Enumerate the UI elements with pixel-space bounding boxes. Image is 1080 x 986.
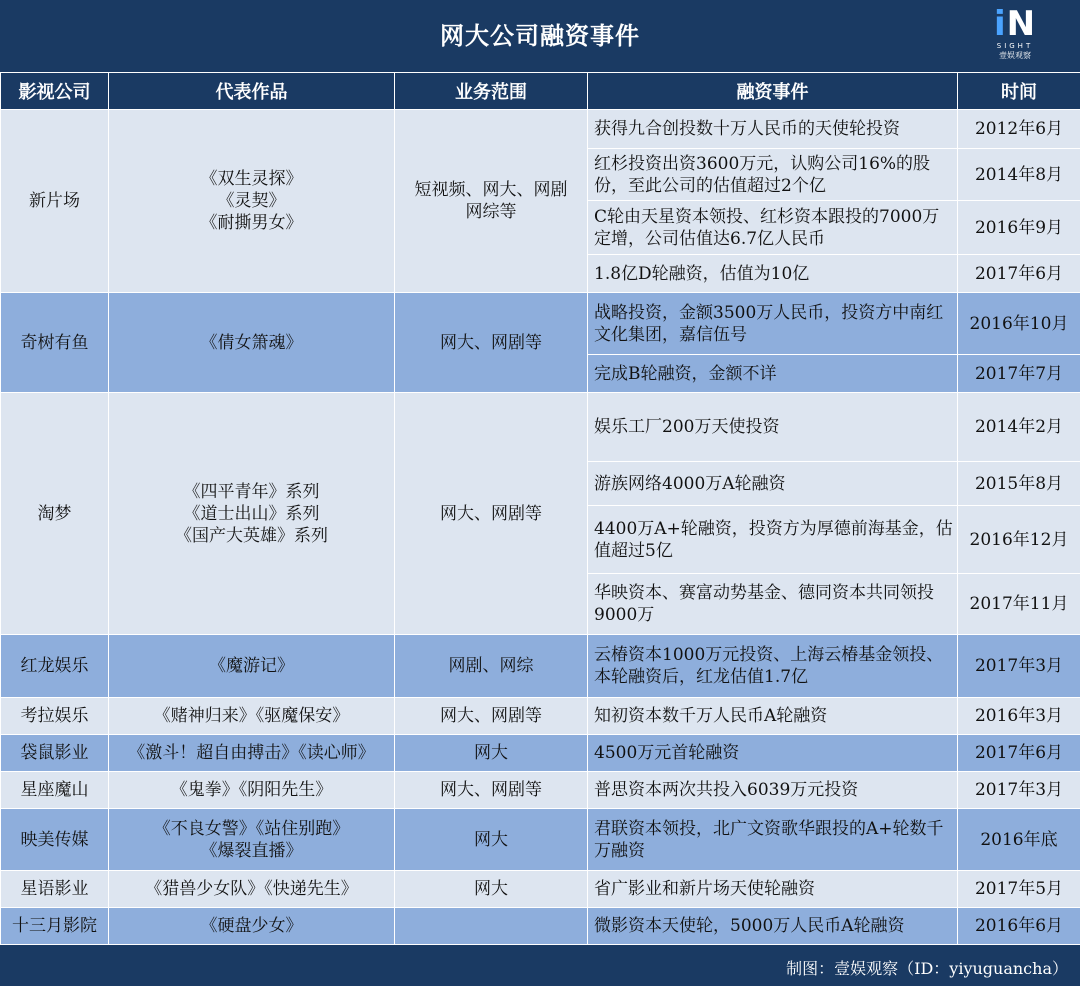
event-date: 2016年6月 bbox=[958, 908, 1080, 945]
table-row bbox=[1, 293, 1080, 355]
company-name: 映美传媒 bbox=[1, 809, 109, 871]
financing-event bbox=[588, 110, 958, 149]
financing-event-line: 获得九合创投数十万人民币的天使轮投资 bbox=[594, 119, 900, 139]
company-scope-line: 网大 bbox=[474, 743, 508, 763]
company-scope-line: 网大、网剧等 bbox=[440, 503, 542, 524]
financing-event-line: 本轮融资后，红龙估值1.7亿 bbox=[594, 667, 809, 687]
company-scope-line: 网大、网剧等 bbox=[440, 706, 542, 726]
company-works bbox=[109, 735, 395, 772]
footer-bar bbox=[0, 952, 1080, 986]
financing-event bbox=[588, 698, 958, 735]
financing-event bbox=[588, 735, 958, 772]
financing-event bbox=[588, 908, 958, 945]
company-scope-line: 网大、网剧等 bbox=[440, 780, 542, 800]
financing-event-line: 华映资本、赛富动势基金、德同资本共同领投 bbox=[594, 583, 934, 603]
event-date: 2017年3月 bbox=[958, 772, 1080, 809]
financing-event bbox=[588, 772, 958, 809]
col-header-event: 融资事件 bbox=[588, 73, 958, 110]
company-works-line: 《灵契》 bbox=[217, 191, 286, 211]
financing-event bbox=[588, 635, 958, 698]
company-works-line: 《不良女警》《站住别跑》 bbox=[153, 818, 350, 839]
company-name: 淘梦 bbox=[1, 393, 109, 635]
financing-event-line: 知初资本数千万人民币A轮融资 bbox=[594, 706, 828, 726]
company-name: 红龙娱乐 bbox=[1, 635, 109, 698]
col-header-works: 代表作品 bbox=[109, 73, 395, 110]
financing-event bbox=[588, 393, 958, 462]
table-row bbox=[1, 393, 1080, 462]
event-date: 2015年8月 bbox=[958, 462, 1080, 506]
company-works-line: 《魔游记》 bbox=[209, 656, 294, 676]
company-works-line: 《爆裂直播》 bbox=[200, 840, 303, 861]
financing-event bbox=[588, 574, 958, 635]
company-scope bbox=[395, 908, 588, 945]
financing-event-line: 君联资本领投，北广文资歌华跟投的A+轮数千 bbox=[594, 818, 944, 839]
company-scope-line: 短视频、网大、网剧 bbox=[414, 180, 568, 200]
company-scope bbox=[395, 809, 588, 871]
financing-event-line: 文化集团，嘉信伍号 bbox=[594, 324, 747, 345]
table-row bbox=[1, 908, 1080, 945]
event-date: 2017年3月 bbox=[958, 635, 1080, 698]
credit-text: 制图：壹娱观察（ID：yiyuguancha） bbox=[786, 959, 1068, 978]
header-row bbox=[1, 73, 1080, 110]
company-name: 考拉娱乐 bbox=[1, 698, 109, 735]
table-row bbox=[1, 809, 1080, 871]
company-works bbox=[109, 772, 395, 809]
company-name: 星语影业 bbox=[1, 871, 109, 908]
event-date: 2017年11月 bbox=[958, 574, 1080, 635]
company-scope-line: 网大、网剧等 bbox=[440, 332, 542, 353]
company-scope-line: 网剧、网综 bbox=[448, 656, 534, 676]
company-works bbox=[109, 293, 395, 393]
financing-event-line: 4400万A+轮融资，投资方为厚德前海基金，估 bbox=[594, 518, 953, 539]
table-row bbox=[1, 635, 1080, 698]
company-name: 新片场 bbox=[1, 110, 109, 293]
event-date: 2017年7月 bbox=[958, 355, 1080, 393]
col-header-scope: 业务范围 bbox=[395, 73, 588, 110]
company-scope bbox=[395, 393, 588, 635]
company-works-line: 《倩女箫魂》 bbox=[200, 332, 303, 353]
event-date: 2014年8月 bbox=[958, 149, 1080, 201]
company-name: 星座魔山 bbox=[1, 772, 109, 809]
company-works bbox=[109, 871, 395, 908]
logo-sub: SIGHT bbox=[996, 42, 1034, 50]
company-scope bbox=[395, 110, 588, 293]
table-row bbox=[1, 871, 1080, 908]
company-works-line: 《双生灵探》 bbox=[200, 169, 303, 189]
company-scope bbox=[395, 871, 588, 908]
col-header-date: 时间 bbox=[958, 73, 1080, 110]
financing-event bbox=[588, 201, 958, 255]
financing-event bbox=[588, 293, 958, 355]
financing-event-line: 微影资本天使轮，5000万人民币A轮融资 bbox=[594, 916, 905, 936]
col-header-company: 影视公司 bbox=[1, 73, 109, 110]
company-works bbox=[109, 809, 395, 871]
event-date: 2017年6月 bbox=[958, 735, 1080, 772]
financing-event bbox=[588, 506, 958, 574]
financing-event bbox=[588, 809, 958, 871]
company-scope-line: 网大 bbox=[474, 879, 508, 899]
company-works-line: 《国产大英雄》系列 bbox=[175, 525, 328, 546]
financing-event bbox=[588, 255, 958, 293]
company-scope-line: 网大 bbox=[474, 829, 508, 850]
company-scope bbox=[395, 698, 588, 735]
table-row bbox=[1, 698, 1080, 735]
financing-event-line: 普思资本两次共投入6039万元投资 bbox=[594, 780, 859, 800]
financing-event bbox=[588, 355, 958, 393]
financing-event-line: 份，至此公司的估值超过2个亿 bbox=[594, 175, 826, 196]
event-date: 2016年12月 bbox=[958, 506, 1080, 574]
company-works-line: 《赌神归来》《驱魔保安》 bbox=[153, 706, 350, 726]
event-date: 2017年5月 bbox=[958, 871, 1080, 908]
page-title: 网大公司融资事件 bbox=[440, 22, 640, 50]
company-scope bbox=[395, 293, 588, 393]
financing-event-line: 娱乐工厂200万天使投资 bbox=[594, 417, 780, 437]
event-date: 2014年2月 bbox=[958, 393, 1080, 462]
company-works-line: 《鬼拳》《阴阳先生》 bbox=[170, 780, 333, 800]
title-bar bbox=[0, 0, 1080, 72]
company-works bbox=[109, 110, 395, 293]
financing-event-line: 值超过5亿 bbox=[594, 540, 673, 561]
company-works bbox=[109, 393, 395, 635]
company-name: 袋鼠影业 bbox=[1, 735, 109, 772]
financing-event-line: 9000万 bbox=[594, 605, 655, 625]
financing-event bbox=[588, 871, 958, 908]
financing-event-line: 万融资 bbox=[594, 840, 645, 861]
company-scope bbox=[395, 735, 588, 772]
event-date: 2016年9月 bbox=[958, 201, 1080, 255]
event-date: 2017年6月 bbox=[958, 255, 1080, 293]
company-works-line: 《道士出山》系列 bbox=[183, 503, 320, 524]
event-date: 2016年10月 bbox=[958, 293, 1080, 355]
company-works-line: 《耐撕男女》 bbox=[200, 213, 303, 233]
event-date: 2012年6月 bbox=[958, 110, 1080, 149]
financing-event-line: 定增，公司估值达6.7亿人民币 bbox=[594, 228, 826, 249]
company-works bbox=[109, 698, 395, 735]
financing-table bbox=[0, 72, 1080, 945]
table-row bbox=[1, 772, 1080, 809]
financing-event-line: 云椿资本1000万元投资、上海云椿基金领投、 bbox=[594, 645, 944, 665]
financing-event-line: 4500万元首轮融资 bbox=[594, 743, 740, 763]
company-works bbox=[109, 635, 395, 698]
company-works-line: 《硬盘少女》 bbox=[200, 916, 303, 936]
financing-event-line: 1.8亿D轮融资，估值为10亿 bbox=[594, 263, 810, 284]
table-row bbox=[1, 735, 1080, 772]
financing-event-line: 游族网络4000万A轮融资 bbox=[594, 473, 786, 494]
company-scope-line: 网综等 bbox=[465, 202, 517, 222]
company-name: 十三月影院 bbox=[1, 908, 109, 945]
event-date: 2016年3月 bbox=[958, 698, 1080, 735]
financing-event-line: 省广影业和新片场天使轮融资 bbox=[594, 879, 815, 899]
table-row bbox=[1, 110, 1080, 149]
event-date: 2016年底 bbox=[958, 809, 1080, 871]
company-works bbox=[109, 908, 395, 945]
company-name: 奇树有鱼 bbox=[1, 293, 109, 393]
company-works-line: 《四平青年》系列 bbox=[183, 481, 320, 502]
company-works-line: 《激斗！超自由搏击》《读心师》 bbox=[128, 743, 375, 763]
financing-event bbox=[588, 462, 958, 506]
financing-event-line: 红杉投资出资3600万元，认购公司16%的股 bbox=[594, 153, 931, 174]
logo-sub-cn: 壹娱观察 bbox=[999, 51, 1031, 60]
financing-event bbox=[588, 149, 958, 201]
financing-event-line: 完成B轮融资，金额不详 bbox=[594, 363, 777, 384]
financing-event-line: C轮由天星资本领投、红杉资本跟投的7000万 bbox=[594, 206, 940, 227]
financing-event-line: 战略投资，金额3500万人民币，投资方中南红 bbox=[594, 302, 944, 323]
logo-mark: iN bbox=[993, 4, 1037, 44]
insight-logo bbox=[985, 6, 1045, 66]
company-works-line: 《猎兽少女队》《快递先生》 bbox=[145, 879, 358, 899]
company-scope bbox=[395, 635, 588, 698]
company-scope bbox=[395, 772, 588, 809]
